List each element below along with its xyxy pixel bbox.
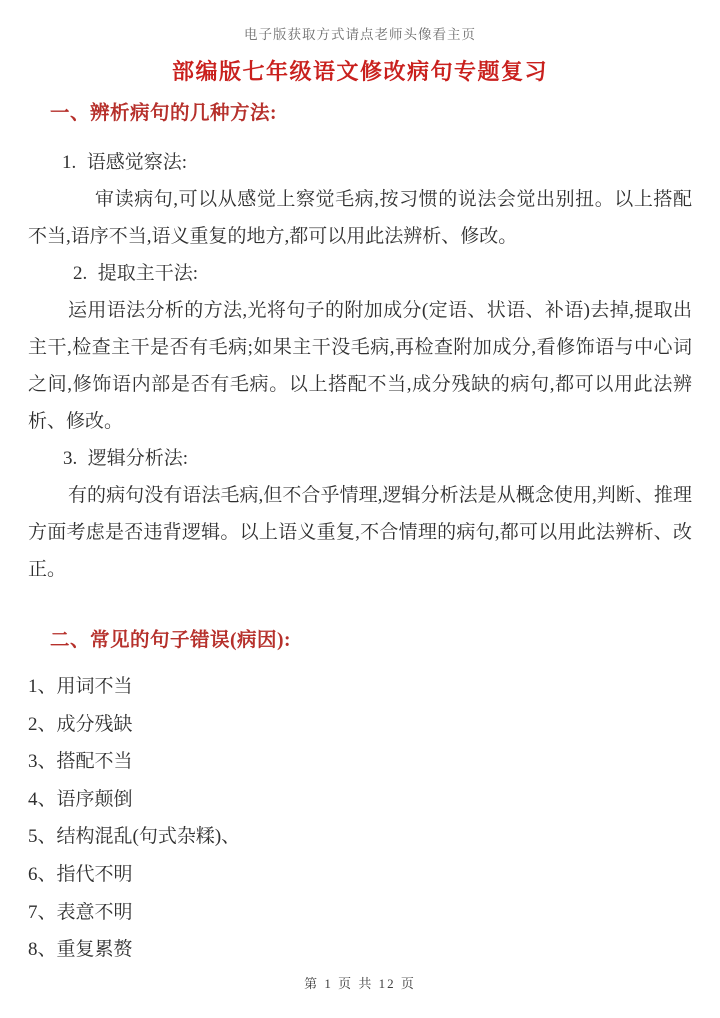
method-3-name: 逻辑分析法: [87,448,188,469]
error-item: 1、用词不当 [28,676,133,697]
method-2-title [28,255,692,292]
error-item: 8、重复累赘 [28,939,133,961]
error-type-list [28,668,692,969]
method-1-title [28,144,692,181]
method-2 [28,255,692,440]
method-3-body: 有的病句没有语法毛病,但不合乎情理,逻辑分析法是从概念使用,判断、推理方面考虑是否违背逻辑。以上语义重复,不合情理的病句,都可以用此法辨析、改正。 [28,485,692,580]
error-item: 4、语序颠倒 [28,788,133,810]
method-2-name: 提取主干法: [97,263,198,284]
error-item: 2、成分残缺 [28,713,133,735]
method-1-body: 审读病句,可以从感觉上察觉毛病,按习惯的说法会觉出别扭。以上搭配不当,语序不当,语义重复的地方,都可以用此法辨析、修改。 [28,189,692,247]
header-note: 电子版获取方式请点老师头像看主页 [244,27,476,42]
error-item: 3、搭配不当 [28,751,133,773]
section2-heading: 二、常见的句子错误(病因): [50,630,291,651]
error-item: 7、表意不明 [28,901,133,923]
method-3-title [28,440,692,477]
section1-heading: 一、辨析病句的几种方法: [50,103,277,124]
method-2-number: 2. [73,263,88,284]
error-item: 6、指代不明 [28,863,133,885]
method-1-number: 1. [62,152,77,173]
page-title: 部编版七年级语文修改病句专题复习 [171,59,548,84]
method-3 [28,440,692,588]
method-1-name: 语感觉察法: [86,152,187,173]
page-number-footer: 第 1 页 共 12 页 [304,976,416,991]
method-2-body: 运用语法分析的方法,光将句子的附加成分(定语、状语、补语)去掉,提取出主干,检查主干是否有毛病;如果主干没毛病,再检查附加成分,看修饰语与中心词之间,修饰语内部是否有毛病。以上搭配不当,成分残缺的病句,都可以用此法辨析、修改。 [28,300,692,432]
error-item: 5、结构混乱(句式杂糅)、 [28,826,241,848]
method-1 [28,144,692,255]
method-3-number: 3. [63,448,78,469]
